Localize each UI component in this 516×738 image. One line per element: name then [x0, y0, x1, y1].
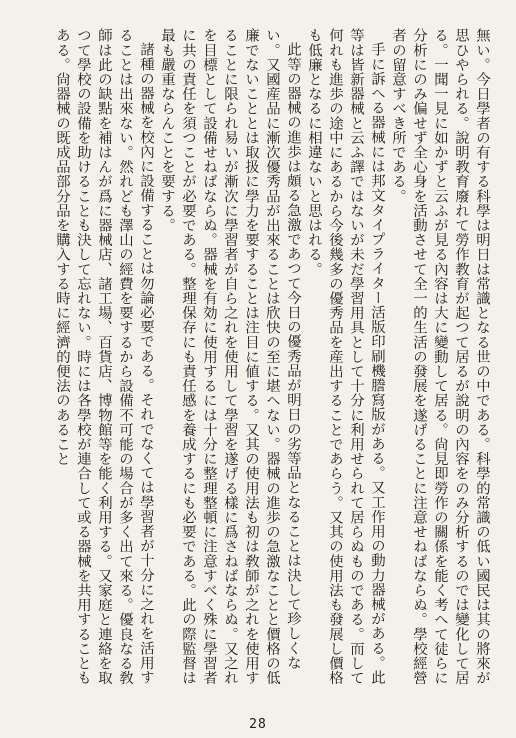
paragraph-2: 手に訴へる器械には邦文タイプライター活版印刷機謄寫版がある。又工作用の動力器械がある。此等は皆新器械と云ふ譯ではないが未だ學習用具として十分に利用せられて居らぬものである。而して何れも進歩の途中にあるから今後幾多の優秀品を産出することであらう。又其の使用法も發展し價格も低廉となるに相違ないと思はれる。 — [306, 28, 385, 685]
page-number: 28 — [249, 717, 267, 732]
body-text — [30, 28, 492, 696]
paragraph-1: 無い。今日學者の有する科學は明日は常識となる世の中である。科學的常識の低い國民は其の將來が思ひやられる。說明教育廢れて勞作教育が起つて居るが說明の內容をのみ分析するのでは變化して居る。一聞一見に如かずと云ふが見る內容は大に變動して居る。尙見即勞作の關係を能く考へて徒らに分析にのみ偏せず全心身を活動させて全一的生活の發展を遂げることに注意せねばならぬ。學校經營者の留意すべき所である。 — [390, 28, 490, 685]
paragraph-4: 諸種の器械を校內に設備することは勿論必要である。それでなくては學習者が十分に之れを活用することは出來ない。然れども澤山の經費を要するから設備不可能の場合が多く出て來る。優良なる敎師は此の缺點を補はんが爲に器械店、諸工場、百貨店、博物館等を能く利用する。又家庭と連絡を取つて學校の設備を助けることも決して忘れない。時には各學校が連合して或る器械を共用することもある。尙器械の既成品部分品を購入する時に經濟的便法のあること — [54, 28, 154, 685]
paragraph-3: 此等の器械の進歩は頗る急激であつて今日の優秀品が明日の劣等品となることは決して珍しくない。又國産品に漸次優秀品が出來ることは欣快の至に堪へない。器械の進歩の急激なことと價格の低廉でないこととは取扱に學力を要することは注目に値する。又其の使用法も初は敎師が之れを使用することに限られ易いが漸次に學習者が自ら之れを使用して學習を遂げる樣に爲さねばならぬ。又之れを目標として設備せねばならぬ。器械を有効に使用するには十分に整理整頓に注意すべく殊に學習者に共の責任を須つことが必要である。整理保存にも責任感を養成するにも必要である。此の際監督は最も嚴重ならんことを要する。 — [159, 28, 301, 685]
